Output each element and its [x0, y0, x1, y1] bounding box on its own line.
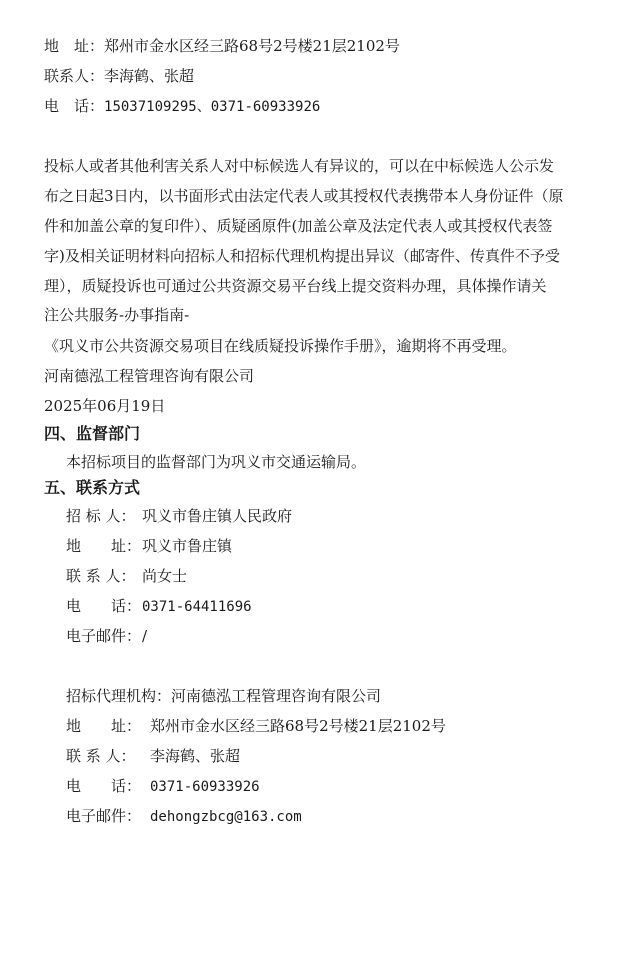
agency-phone-value: 0371-60933926: [150, 779, 260, 795]
agency-name-value: 河南德泓工程管理咨询有限公司: [171, 687, 382, 705]
agency-contact-row: [66, 746, 240, 766]
objection-line-7: 《巩义市公共资源交易项目在线质疑投诉操作手册》，逾期将不再受理。: [44, 337, 517, 355]
agency-name-row: [66, 686, 381, 706]
agency-email-value[interactable]: dehongzbcg@163.com: [150, 809, 302, 825]
top-contact-value: 李海鹤、张超: [104, 67, 195, 85]
top-phone-row: [44, 96, 320, 117]
section4-heading: 四、监督部门: [44, 424, 141, 443]
tenderer-email-value: /: [142, 627, 148, 645]
tenderer-name-value: 巩义市鲁庄镇人民政府: [142, 507, 293, 525]
agency-address-row: [66, 716, 446, 736]
tenderer-contact-row: [66, 566, 187, 586]
objection-line-1: 投标人或者其他利害关系人对中标候选人有异议的，可以在中标候选人公示发: [44, 157, 555, 175]
tenderer-email-row: [66, 626, 147, 646]
top-phone-value: 15037109295、0371-60933926: [104, 99, 321, 115]
tenderer-name-label: 招 标 人：: [66, 507, 136, 525]
objection-company: 河南德泓工程管理咨询有限公司: [44, 367, 255, 385]
tenderer-phone-label: 电 话：: [66, 597, 142, 615]
section5-heading: 五、联系方式: [44, 478, 141, 497]
top-phone-label: 电 话：: [44, 97, 105, 115]
top-contact-label: 联系人：: [44, 67, 105, 85]
top-address-label: 地 址：: [44, 37, 105, 55]
agency-address-value: 郑州市金水区经三路68号2号楼21层2102号: [150, 717, 446, 735]
tenderer-phone-row: [66, 596, 252, 617]
agency-name-label: 招标代理机构：: [66, 687, 172, 705]
tenderer-address-row: [66, 536, 232, 556]
tenderer-address-value: 巩义市鲁庄镇: [142, 537, 233, 555]
top-address-value: 郑州市金水区经三路68号2号楼21层2102号: [104, 37, 400, 55]
objection-line-4: 字)及相关证明材料向招标人和招标代理机构提出异议（邮寄件、传真件不予受: [44, 247, 560, 265]
agency-email-row: [66, 806, 302, 827]
tenderer-contact-label: 联 系 人：: [66, 567, 136, 585]
section4-text: 本招标项目的监督部门为巩义市交通运输局。: [66, 453, 367, 471]
tenderer-contact-value: 尚女士: [142, 567, 188, 585]
objection-date: 2025年06月19日: [44, 397, 166, 415]
tenderer-phone-value: 0371-64411696: [142, 599, 252, 615]
objection-line-2: 布之日起3日内，以书面形式由法定代表人或其授权代表携带本人身份证件（原: [44, 187, 564, 205]
objection-line-3: 件和加盖公章的复印件）、质疑函原件(加盖公章及法定代表人或其授权代表签: [44, 217, 553, 235]
top-contact-row: [44, 66, 194, 86]
agency-contact-label: 联 系 人：: [66, 747, 136, 765]
objection-line-6: 注公共服务-办事指南-: [44, 306, 190, 324]
agency-email-label: 电子邮件：: [66, 807, 142, 825]
agency-address-label: 地 址：: [66, 717, 142, 735]
tenderer-email-label: 电子邮件：: [66, 627, 142, 645]
objection-line-5: 理），质疑投诉也可通过公共资源交易平台线上提交资料办理，具体操作请关: [44, 277, 547, 295]
tenderer-name-row: [66, 506, 292, 526]
agency-phone-row: [66, 776, 260, 797]
top-address-row: [44, 36, 400, 56]
agency-contact-value: 李海鹤、张超: [150, 747, 241, 765]
tenderer-address-label: 地 址：: [66, 537, 142, 555]
agency-phone-label: 电 话：: [66, 777, 142, 795]
